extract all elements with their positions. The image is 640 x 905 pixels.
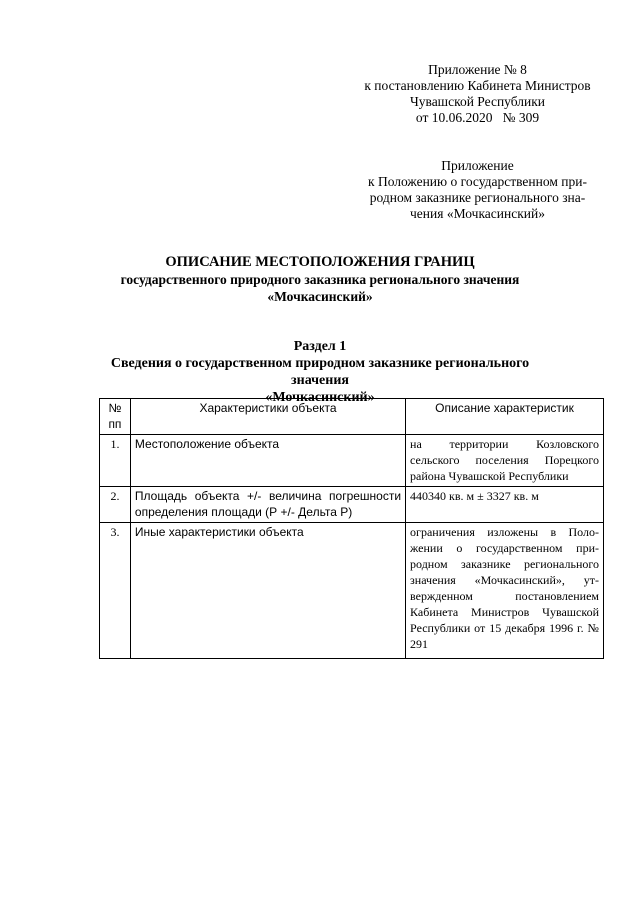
row-num: 2. — [100, 487, 131, 523]
annex-line: родном заказнике регионального зна- — [369, 190, 586, 205]
annex-line: Приложение — [441, 158, 514, 173]
title-main: ОПИСАНИЕ МЕСТОПОЛОЖЕНИЯ ГРАНИЦ — [165, 254, 475, 270]
row-characteristic: Иные характеристики объекта — [130, 523, 405, 659]
section-subtitle-line: «Мочкасинский» — [265, 390, 375, 405]
annex-line: чения «Мочкасинский» — [410, 206, 545, 221]
annex-reference-primary — [345, 62, 610, 126]
header-num: № пп — [100, 399, 131, 435]
row-characteristic: Площадь объекта +/- величина погрешности определения площади (Р +/- Дельта Р) — [130, 487, 405, 523]
row-num: 1. — [100, 435, 131, 487]
row-num: 3. — [100, 523, 131, 659]
table-header-row — [100, 399, 604, 435]
table-row — [100, 523, 604, 659]
characteristics-table — [99, 398, 604, 659]
table-row — [100, 487, 604, 523]
title-sub-line: государственного природного заказника регионального значения — [120, 272, 520, 287]
annex-line: Чувашской Республики — [409, 94, 546, 109]
annex-line: Приложение № 8 — [428, 62, 527, 77]
annex-line: к постановлению Кабинета Министров — [364, 78, 591, 93]
annex-line: от 10.06.2020 № 309 — [415, 110, 540, 125]
title-sub-line: «Мочкасинский» — [267, 289, 373, 304]
section-heading: Раздел 1 — [293, 339, 347, 354]
row-description: 440340 кв. м ± 3327 кв. м — [406, 487, 604, 523]
row-description: на территории Козловского сельского поселения Порецкого района Чувашской Республики — [406, 435, 604, 487]
section-subtitle-line: Сведения о государственном природном заказнике регионального значения — [110, 356, 530, 388]
table-row — [100, 435, 604, 487]
header-characteristic: Характеристики объекта — [130, 399, 405, 435]
section-header — [90, 338, 550, 406]
header-description: Описание характеристик — [406, 399, 604, 435]
document-title — [100, 254, 540, 305]
annex-reference-secondary — [350, 158, 605, 222]
row-description: ограничения изложены в Положении о государственном природном заказнике регионального значения «Мочкасинский», утвержденном постановлением Кабинета Министров Чувашской Республики от 15 декабря 1996 г. № 291 — [406, 523, 604, 659]
row-characteristic: Местоположение объекта — [130, 435, 405, 487]
annex-line: к Положению о государственном при- — [368, 174, 587, 189]
